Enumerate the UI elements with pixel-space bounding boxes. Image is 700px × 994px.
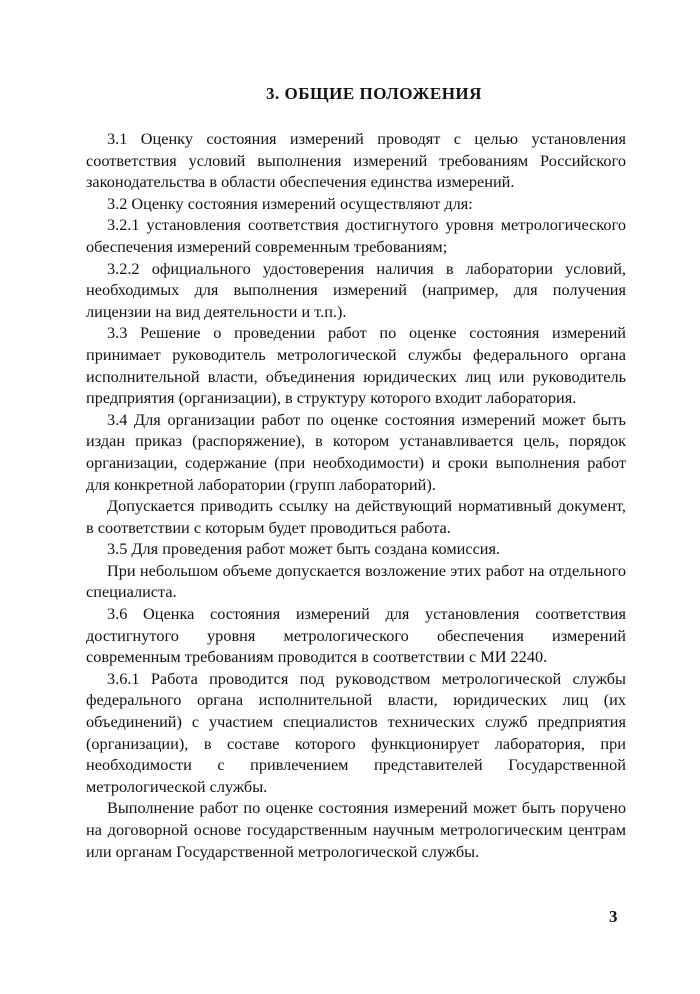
paragraph-3-6-1-note: Выполнение работ по оценке состояния измерений может быть поручено на договорной основе государственным научным метрологическим центрам или органам Государственной метрологической службы.: [86, 798, 626, 861]
page-number: 3: [609, 907, 618, 926]
paragraph-3-4: 3.4 Для организации работ по оценке состояния измерений может быть издан приказ (распоряжение), в котором устанавливается цель, порядок организации, содержание (при необходимости) и сроки выполнения работ для конкретной лаборатории (групп лабораторий).: [86, 409, 626, 494]
paragraph-3-2-1: 3.2.1 установления соответствия достигнутого уровня метрологического обеспечения измерений современным требованиям;: [86, 215, 626, 256]
paragraph-3-6-1: 3.6.1 Работа проводится под руководством метрологической службы федерального органа исполнительной власти, юридических лиц (их объединений) с участием специалистов технических служб предприятия (организации), в составе которого функционирует лаборатория, при необходимости с привлечением представителей Государственной метрологической службы.: [86, 668, 626, 796]
paragraph-3-4-note: Допускается приводить ссылку на действующий нормативный документ, в соответствии с которым будет проводиться работа.: [86, 496, 626, 537]
paragraph-3-6: 3.6 Оценка состояния измерений для установления соответствия достигнутого уровня метрологического обеспечения измерений современным требованиям проводится в соответствии с МИ 2240.: [86, 604, 626, 667]
section-title: 3. ОБЩИЕ ПОЛОЖЕНИЯ: [266, 84, 482, 103]
paragraph-3-5: 3.5 Для проведения работ может быть создана комиссия.: [107, 539, 501, 559]
document-page: [86, 84, 626, 862]
paragraph-3-2-2: 3.2.2 официального удостоверения наличия в лаборатории условий, необходимых для выполнения измерений (например, для получения лицензии на вид деятельности и т.п.).: [86, 258, 626, 321]
paragraph-3-3: 3.3 Решение о проведении работ по оценке состояния измерений принимает руководитель метрологической службы федерального органа исполнительной власти, объединения юридических лиц или руководитель предприятия (организации), в структуру которого входит лаборатория.: [86, 323, 626, 408]
paragraph-3-1: 3.1 Оценку состояния измерений проводят с целью установления соответствия условий выполнения измерений требованиям Российского законодательства в области обеспечения единства измерений.: [86, 129, 626, 192]
paragraph-3-5-note: При небольшом объеме допускается возложение этих работ на отдельного специалиста.: [86, 560, 626, 602]
paragraph-3-2: 3.2 Оценку состояния измерений осуществляют для:: [107, 193, 473, 213]
